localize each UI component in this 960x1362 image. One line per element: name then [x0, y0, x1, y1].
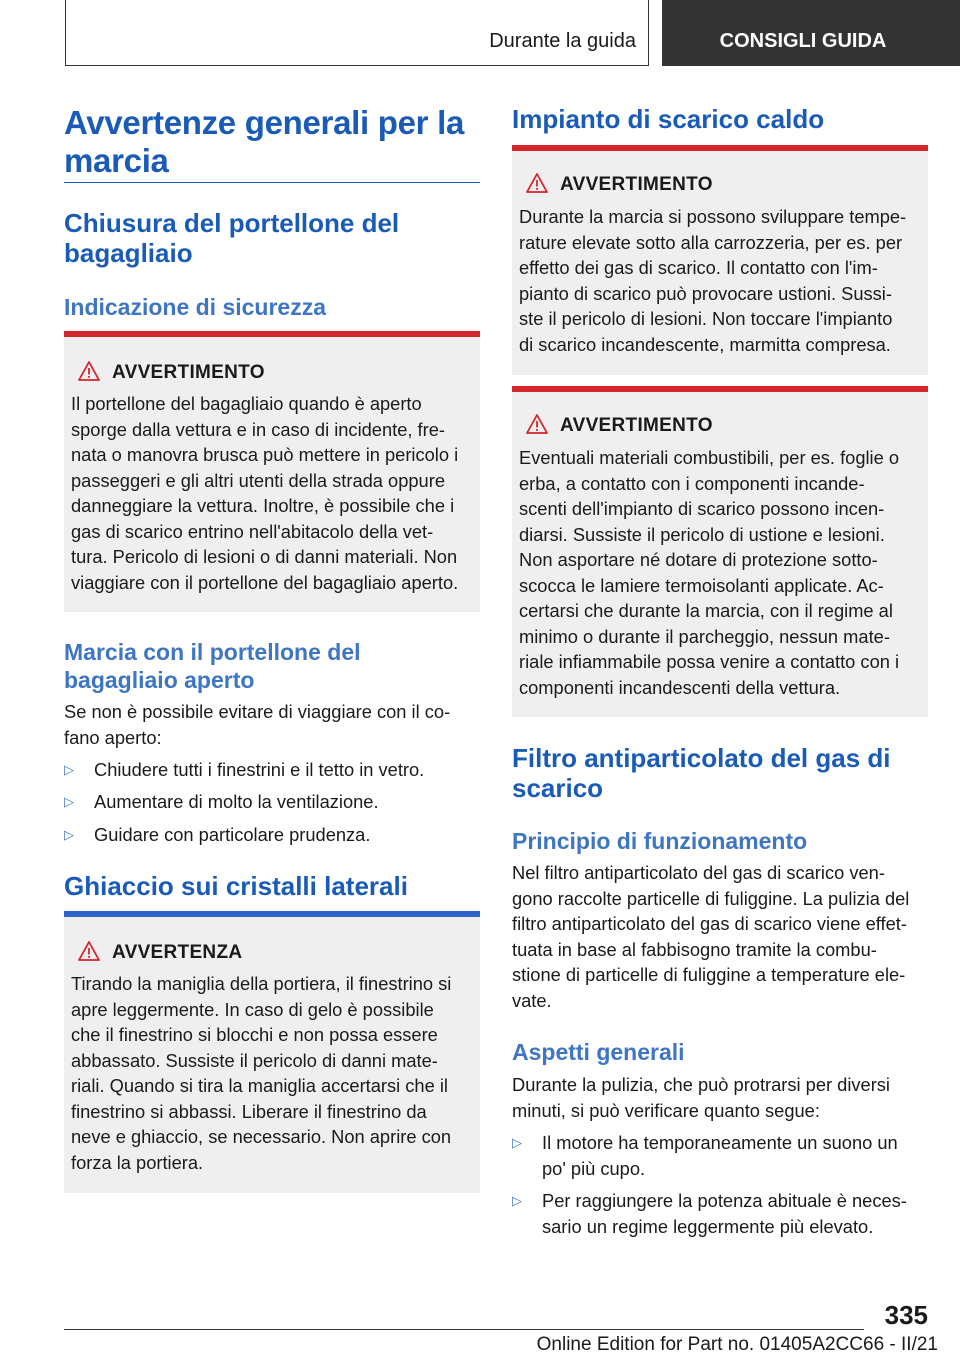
paragraph-general-aspects: [512, 1072, 928, 1123]
warning-triangle-icon: [526, 173, 548, 193]
warning-text-line: scenti dell'impianto di scarico possono incen-: [519, 498, 885, 519]
paragraph-line: fano aperto:: [64, 726, 162, 748]
heading-line: bagagliaio aperto: [64, 667, 255, 693]
paragraph-line: Nel filtro antiparticolato del gas di scarico ven-: [512, 862, 885, 883]
list-item: [64, 822, 480, 848]
warning-text-line: diarsi. Sussiste il pericolo di ustione e lesioni.: [519, 523, 885, 545]
warning-text-line: di scarico incandescente, marmitta compresa.: [519, 333, 891, 355]
header-section-title: Durante la guida: [489, 30, 636, 52]
subsection-title-ice: Ghiaccio sui cristalli laterali: [64, 871, 408, 901]
subsection-title-line: bagagliaio: [64, 238, 193, 268]
warning-text: [71, 971, 474, 1175]
warning-text-line: riali. Quando si tira la maniglia accertarsi che il: [71, 1075, 448, 1096]
warning-text-line: Durante la marcia si possono sviluppare tempe-: [519, 206, 907, 227]
list-item-line: Per raggiungere la potenza abituale è neces-: [542, 1190, 907, 1211]
paragraph-line: minuti, si può verificare quanto segue:: [512, 1099, 820, 1121]
warning-bar-red: [64, 331, 480, 337]
footer-edition: Online Edition for Part no. 01405A2CC66 - II/21: [536, 1334, 938, 1355]
warning-text-line: Eventuali materiali combustibili, per es. foglie o: [519, 447, 900, 468]
warning-bar-red: [512, 145, 928, 151]
warning-text: [519, 204, 922, 357]
warning-text-line: gas di scarico entrino nell'abitacolo della vet-: [71, 520, 434, 542]
warning-text-line: forza la portiera.: [71, 1151, 204, 1173]
list-item-line: sario un regime leggermente più elevato.: [542, 1215, 874, 1237]
section-title-line: marcia: [64, 142, 169, 179]
paragraph-open-tailgate: [64, 699, 480, 750]
warning-text-line: erba, a contatto con i componenti incande-: [519, 472, 865, 494]
footer-divider: [64, 1329, 864, 1330]
list-item-text: Chiudere tutti i finestrini e il tetto in vetro.: [94, 759, 425, 780]
warning-text-line: passeggeri e gli altri utenti della strada oppure: [71, 469, 445, 491]
warning-text-line: certarsi che durante la marcia, con il regime al: [519, 600, 893, 621]
warning-label: AVVERTIMENTO: [560, 415, 713, 436]
heading-general-aspects: Aspetti generali: [512, 1039, 685, 1065]
list-item-text: [542, 1130, 898, 1181]
heading-driving-open-tailgate: [64, 638, 361, 694]
list-item: [64, 789, 480, 815]
page-number: 335: [884, 1300, 928, 1330]
warning-text-line: apre leggermente. In caso di gelo è possibile: [71, 998, 434, 1020]
warning-text-line: minimo o durante il parcheggio, nessun mate-: [519, 625, 890, 647]
section-title-line: Avvertenze generali per la: [64, 104, 464, 141]
header-chapter-label: CONSIGLI GUIDA: [719, 30, 887, 52]
warning-label: AVVERTIMENTO: [560, 174, 713, 195]
paragraph-line: gono raccolte particelle di fuliggine. La pulizia del: [512, 887, 910, 909]
warning-box-combustibles: [512, 386, 928, 717]
list-item: [512, 1130, 928, 1182]
warning-triangle-icon: [78, 361, 100, 381]
warning-label: AVVERTIMENTO: [112, 362, 265, 383]
paragraph-line: tuata in base al fabbisogno tramite la combu-: [512, 938, 877, 960]
list-item-line: po' più cupo.: [542, 1157, 646, 1179]
list-item-line: Il motore ha temporaneamente un suono un: [542, 1132, 898, 1153]
warning-text-line: componenti incandescenti della vettura.: [519, 676, 841, 698]
warning-text-line: rature elevate sotto alla carrozzeria, per es. per: [519, 231, 903, 253]
warning-triangle-icon: [526, 414, 548, 434]
paragraph-line: filtro antiparticolato del gas di scarico viene effet-: [512, 913, 907, 934]
header-divider-left: [65, 0, 66, 66]
warning-text: [71, 391, 474, 595]
warning-text-line: effetto dei gas di scarico. Il contatto con l'im-: [519, 257, 878, 278]
warning-text-line: viaggiare con il portellone del bagagliaio aperto.: [71, 571, 459, 593]
warning-bar-red: [512, 386, 928, 392]
warning-text-line: che il finestrino si blocchi e non possa essere: [71, 1024, 438, 1045]
warning-label: AVVERTENZA: [112, 942, 243, 963]
header-divider-right: [648, 0, 649, 66]
heading-line: Marcia con il portellone del: [64, 639, 361, 665]
warning-text-line: nata o manovra brusca può mettere in pericolo i: [71, 444, 459, 465]
paragraph-line: Se non è possibile evitare di viaggiare con il co-: [64, 701, 451, 722]
paragraph-operating-principle: [512, 860, 928, 1013]
warning-bar-blue: [64, 911, 480, 917]
subsection-title-line: scarico: [512, 773, 604, 803]
warning-box-tailgate: [64, 331, 480, 612]
list-item: [64, 757, 480, 783]
warning-text-line: scocca le lamiere termoisolanti applicate. Ac-: [519, 574, 884, 596]
heading-operating-principle: Principio di funzionamento: [512, 828, 808, 854]
warning-text-line: Tirando la maniglia della portiera, il finestrino si: [71, 973, 452, 994]
warning-text-line: sporge dalla vettura e in caso di incidente, fre-: [71, 418, 445, 440]
list-item-text: Aumentare di molto la ventilazione.: [94, 791, 379, 812]
bullet-triangle-icon: ▷: [64, 827, 74, 842]
bullet-triangle-icon: ▷: [512, 1135, 522, 1150]
warning-text-line: riale infiammabile possa venire a contatto con i: [519, 651, 900, 672]
header-divider-bottom: [65, 65, 649, 66]
paragraph-line: stione di particelle di fuliggine a temperature ele-: [512, 964, 906, 985]
subsection-title-hot-exhaust: Impianto di scarico caldo: [512, 104, 825, 134]
warning-text-line: abbassato. Sussiste il pericolo di danni mate-: [71, 1049, 438, 1071]
bullet-triangle-icon: ▷: [64, 794, 74, 809]
paragraph-line: vate.: [512, 989, 552, 1011]
list-item-text: Guidare con particolare prudenza.: [94, 824, 371, 845]
header-chapter-tab[interactable]: [662, 0, 960, 66]
list-item: [512, 1188, 928, 1240]
warning-text: [519, 445, 922, 700]
warning-text-line: danneggiare la vettura. Inoltre, è possibile che i: [71, 495, 455, 516]
warning-text-line: Non asportare né dotare di protezione sotto-: [519, 549, 878, 570]
heading-safety-note: Indicazione di sicurezza: [64, 294, 327, 320]
subsection-title-line: Chiusura del portellone del: [64, 208, 400, 238]
paragraph-line: Durante la pulizia, che può protrarsi per diversi: [512, 1074, 890, 1095]
bullet-triangle-icon: ▷: [512, 1193, 522, 1208]
subsection-title-tailgate: [64, 208, 399, 268]
warning-text-line: Il portellone del bagagliaio quando è aperto: [71, 393, 422, 414]
warning-text-line: ste il pericolo di lesioni. Non toccare l'impianto: [519, 308, 893, 329]
warning-box-ice: [64, 911, 480, 1193]
warning-text-line: pianto di scarico può provocare ustioni. Sussi-: [519, 282, 892, 304]
bullet-triangle-icon: ▷: [64, 762, 74, 777]
warning-box-hot-exhaust: [512, 145, 928, 375]
warning-text-line: finestrino si abbassi. Liberare il finestrino da: [71, 1100, 427, 1122]
warning-triangle-icon: [78, 941, 100, 961]
warning-text-line: tura. Pericolo di lesioni o di danni materiali. Non: [71, 546, 458, 567]
subsection-title-line: Filtro antiparticolato del gas di: [512, 743, 891, 773]
title-underline: [64, 182, 480, 183]
section-title: [64, 104, 464, 180]
list-item-text: [542, 1188, 907, 1239]
subsection-title-particulate-filter: [512, 743, 891, 803]
warning-text-line: neve e ghiaccio, se necessario. Non aprire con: [71, 1126, 452, 1147]
